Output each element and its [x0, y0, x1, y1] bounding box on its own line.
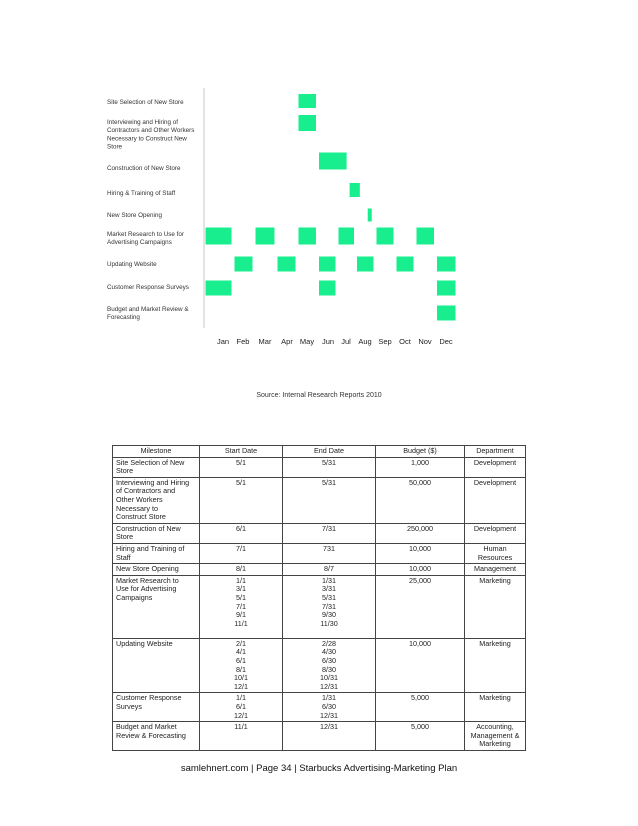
- cell-end-date: 8/7: [283, 564, 376, 576]
- cell-start-date: 6/1: [200, 523, 283, 543]
- table-row: [113, 523, 526, 543]
- cell-milestone: Construction of New Store: [113, 523, 200, 543]
- cell-end-date: 1/31 6/30 12/31: [283, 693, 376, 722]
- gantt-task-label-line: Market Research to Use for: [107, 231, 184, 238]
- cell-milestone: Updating Website: [113, 638, 200, 693]
- cell-milestone: Market Research to Use for Advertising Campaigns: [113, 575, 200, 638]
- gantt-month-label: Dec: [439, 337, 453, 346]
- gantt-task-label-line: Site Selection of New Store: [107, 99, 184, 106]
- gantt-bar: [437, 257, 456, 272]
- table-row: [113, 638, 526, 693]
- cell-department: Accounting, Management & Marketing: [465, 722, 526, 751]
- cell-milestone: Hiring and Training of Staff: [113, 543, 200, 563]
- cell-start-date: 8/1: [200, 564, 283, 576]
- header-end-date: End Date: [283, 446, 376, 458]
- gantt-task-label-line: Store: [107, 143, 123, 151]
- cell-end-date: 1/31 3/31 5/31 7/31 9/30 11/30: [283, 575, 376, 638]
- gantt-bar: [417, 228, 435, 245]
- gantt-task-label: [107, 212, 162, 219]
- gantt-month-label: Jan: [216, 337, 230, 346]
- cell-department: Marketing: [465, 693, 526, 722]
- cell-end-date: 5/31: [283, 477, 376, 523]
- cell-department: Development: [465, 457, 526, 477]
- source-note: Source: Internal Research Reports 2010: [256, 392, 382, 399]
- cell-start-date: 1/1 3/1 5/1 7/1 9/1 11/1: [200, 575, 283, 638]
- cell-department: Marketing: [465, 575, 526, 638]
- gantt-month-label: Jul: [341, 337, 351, 346]
- gantt-bar: [278, 257, 296, 272]
- gantt-month-label: Feb: [236, 337, 250, 346]
- gantt-task-label-line: Forecasting: [107, 314, 140, 322]
- gantt-month-label: Jun: [321, 337, 335, 346]
- gantt-task-label-line: Customer Response Surveys: [107, 284, 189, 291]
- gantt-bar: [319, 281, 336, 296]
- cell-budget: 1,000: [376, 457, 465, 477]
- table-row: [113, 575, 526, 638]
- gantt-month-label: Sep: [378, 337, 392, 346]
- cell-start-date: 5/1: [200, 477, 283, 523]
- cell-budget: 250,000: [376, 523, 465, 543]
- gantt-task-label: [107, 165, 181, 172]
- cell-budget: 10,000: [376, 638, 465, 693]
- gantt-task-label-line: Contractors and Other Workers: [107, 127, 195, 135]
- gantt-task-label-line: Hiring & Training of Staff: [107, 190, 176, 197]
- cell-start-date: 1/1 6/1 12/1: [200, 693, 283, 722]
- header-budget: Budget ($): [376, 446, 465, 458]
- cell-milestone: New Store Opening: [113, 564, 200, 576]
- gantt-bar: [397, 257, 414, 272]
- gantt-bar: [339, 228, 355, 245]
- gantt-chart: [0, 0, 638, 360]
- header-department: Department: [465, 446, 526, 458]
- table-row: [113, 722, 526, 751]
- header-start-date: Start Date: [200, 446, 283, 458]
- gantt-bar: [299, 115, 317, 131]
- gantt-bar: [206, 228, 232, 245]
- cell-budget: 10,000: [376, 564, 465, 576]
- cell-department: Human Resources: [465, 543, 526, 563]
- gantt-bar: [319, 257, 336, 272]
- gantt-bar: [437, 281, 456, 296]
- gantt-bar: [350, 183, 360, 197]
- milestone-table: [112, 445, 526, 751]
- table-row: [113, 457, 526, 477]
- gantt-bar: [256, 228, 275, 245]
- gantt-bar: [299, 94, 317, 108]
- cell-end-date: 7/31: [283, 523, 376, 543]
- table-header-row: [113, 446, 526, 458]
- table-row: [113, 693, 526, 722]
- gantt-task-label-line: New Store Opening: [107, 212, 162, 219]
- cell-milestone: Customer Response Surveys: [113, 693, 200, 722]
- cell-end-date: 5/31: [283, 457, 376, 477]
- gantt-month-label: Mar: [258, 337, 272, 346]
- cell-milestone: Site Selection of New Store: [113, 457, 200, 477]
- cell-start-date: 5/1: [200, 457, 283, 477]
- gantt-bar: [319, 153, 347, 170]
- cell-budget: 5,000: [376, 693, 465, 722]
- gantt-task-label: [107, 190, 175, 197]
- gantt-task-label: [107, 119, 194, 151]
- cell-department: Management: [465, 564, 526, 576]
- table-row: [113, 477, 526, 523]
- gantt-bar: [206, 281, 232, 296]
- cell-budget: 10,000: [376, 543, 465, 563]
- gantt-bar: [437, 306, 456, 321]
- cell-milestone: Budget and Market Review & Forecasting: [113, 722, 200, 751]
- gantt-task-label-line: Necessary to Construct New: [107, 135, 187, 143]
- gantt-bar: [235, 257, 253, 272]
- gantt-month-label: Aug: [358, 337, 372, 346]
- cell-end-date: 731: [283, 543, 376, 563]
- gantt-month-label: May: [299, 337, 315, 346]
- cell-start-date: 2/1 4/1 6/1 8/1 10/1 12/1: [200, 638, 283, 693]
- cell-milestone: Interviewing and Hiring of Contractors and Other Workers Necessary to Construct Store: [113, 477, 200, 523]
- gantt-task-label: [107, 306, 189, 321]
- gantt-bar: [377, 228, 394, 245]
- cell-department: Development: [465, 523, 526, 543]
- header-milestone: Milestone: [113, 446, 200, 458]
- table-row: [113, 564, 526, 576]
- gantt-task-label-line: Interviewing and Hiring of: [107, 119, 179, 126]
- gantt-task-label: [107, 99, 184, 106]
- cell-end-date: 12/31: [283, 722, 376, 751]
- gantt-task-label-line: Construction of New Store: [107, 165, 181, 172]
- gantt-month-label: Apr: [281, 337, 293, 346]
- gantt-task-label-line: Updating Website: [107, 261, 157, 268]
- cell-budget: 50,000: [376, 477, 465, 523]
- gantt-bar: [368, 209, 372, 222]
- cell-end-date: 2/28 4/30 6/30 8/30 10/31 12/31: [283, 638, 376, 693]
- cell-start-date: 11/1: [200, 722, 283, 751]
- gantt-bar: [299, 228, 317, 245]
- cell-budget: 5,000: [376, 722, 465, 751]
- gantt-bar: [357, 257, 374, 272]
- page-footer: samlehnert.com | Page 34 | Starbucks Advertising-Marketing Plan: [180, 763, 458, 774]
- gantt-task-label: [107, 261, 157, 268]
- cell-budget: 25,000: [376, 575, 465, 638]
- gantt-month-label: Oct: [399, 337, 411, 346]
- gantt-task-label-line: Budget and Market Review &: [107, 306, 189, 313]
- gantt-task-label: [107, 231, 184, 246]
- cell-department: Development: [465, 477, 526, 523]
- cell-start-date: 7/1: [200, 543, 283, 563]
- gantt-task-label: [107, 284, 189, 291]
- cell-department: Marketing: [465, 638, 526, 693]
- table-row: [113, 543, 526, 563]
- gantt-task-label-line: Advertising Campaigns: [107, 239, 172, 247]
- gantt-month-label: Nov: [418, 337, 432, 346]
